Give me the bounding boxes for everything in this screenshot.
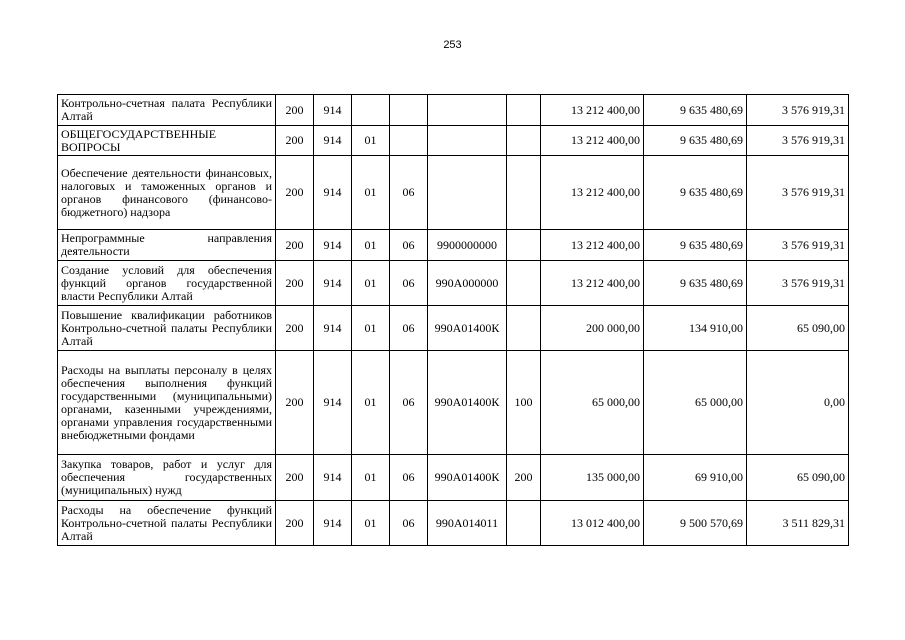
cell-pr: 06 — [390, 306, 428, 351]
cell-pr: 06 — [390, 351, 428, 455]
cell-ved: 914 — [314, 126, 352, 156]
cell-pr: 06 — [390, 230, 428, 261]
cell-vr — [507, 126, 541, 156]
cell-vr — [507, 306, 541, 351]
cell-sum-plan: 13 212 400,00 — [541, 230, 644, 261]
cell-ved: 914 — [314, 455, 352, 501]
cell-sum-rest: 3 576 919,31 — [747, 126, 849, 156]
cell-gr: 200 — [276, 156, 314, 230]
cell-gr: 200 — [276, 261, 314, 306]
cell-pr: 06 — [390, 156, 428, 230]
cell-pr: 06 — [390, 455, 428, 501]
cell-sum-fact: 9 635 480,69 — [644, 261, 747, 306]
cell-gr: 200 — [276, 95, 314, 126]
cell-rz: 01 — [352, 306, 390, 351]
cell-ved: 914 — [314, 230, 352, 261]
cell-ved: 914 — [314, 501, 352, 546]
table-row — [58, 156, 849, 230]
cell-sum-plan: 13 212 400,00 — [541, 126, 644, 156]
cell-gr: 200 — [276, 501, 314, 546]
cell-pr — [390, 126, 428, 156]
cell-sum-rest: 65 090,00 — [747, 306, 849, 351]
cell-csr: 990А000000 — [428, 261, 507, 306]
cell-vr — [507, 501, 541, 546]
cell-rz: 01 — [352, 455, 390, 501]
cell-sum-rest: 65 090,00 — [747, 455, 849, 501]
row-name: Создание условий для обеспечения функций органов государственной власти Республики Алтай — [58, 261, 276, 306]
row-name: Обеспечение деятельности финансовых, налоговых и таможенных органов и органов финансового (финансово-бюджетного) надзора — [58, 156, 276, 230]
cell-csr: 990А01400К — [428, 455, 507, 501]
page-number: 253 — [443, 39, 462, 51]
table-row — [58, 501, 849, 546]
cell-sum-rest: 3 576 919,31 — [747, 95, 849, 126]
cell-sum-fact: 9 635 480,69 — [644, 156, 747, 230]
cell-sum-plan: 13 212 400,00 — [541, 95, 644, 126]
cell-rz: 01 — [352, 230, 390, 261]
cell-ved: 914 — [314, 351, 352, 455]
cell-csr: 990А014011 — [428, 501, 507, 546]
cell-sum-fact: 69 910,00 — [644, 455, 747, 501]
cell-rz: 01 — [352, 261, 390, 306]
table-row — [58, 126, 849, 156]
cell-sum-rest: 3 576 919,31 — [747, 156, 849, 230]
table-row — [58, 95, 849, 126]
table-row — [58, 306, 849, 351]
cell-vr — [507, 156, 541, 230]
cell-sum-plan: 65 000,00 — [541, 351, 644, 455]
cell-sum-plan: 13 212 400,00 — [541, 156, 644, 230]
table-row — [58, 351, 849, 455]
cell-sum-fact: 134 910,00 — [644, 306, 747, 351]
cell-gr: 200 — [276, 306, 314, 351]
cell-rz — [352, 95, 390, 126]
cell-ved: 914 — [314, 261, 352, 306]
cell-vr — [507, 95, 541, 126]
cell-sum-rest: 3 576 919,31 — [747, 261, 849, 306]
row-name: Непрограммные направления деятельности — [58, 230, 276, 261]
cell-csr — [428, 95, 507, 126]
cell-gr: 200 — [276, 126, 314, 156]
cell-csr — [428, 126, 507, 156]
table-row — [58, 455, 849, 501]
cell-pr: 06 — [390, 261, 428, 306]
cell-vr — [507, 261, 541, 306]
row-name: Расходы на выплаты персоналу в целях обеспечения выполнения функций государственными (муниципальными) органами, казенными учреждениями, органами управления государственными внебюджетными фондами — [58, 351, 276, 455]
cell-sum-fact: 9 500 570,69 — [644, 501, 747, 546]
cell-csr — [428, 156, 507, 230]
cell-sum-plan: 200 000,00 — [541, 306, 644, 351]
cell-sum-fact: 9 635 480,69 — [644, 230, 747, 261]
table-row — [58, 261, 849, 306]
cell-sum-rest: 3 511 829,31 — [747, 501, 849, 546]
cell-sum-rest: 0,00 — [747, 351, 849, 455]
cell-csr: 990А01400К — [428, 306, 507, 351]
cell-rz: 01 — [352, 126, 390, 156]
cell-gr: 200 — [276, 351, 314, 455]
budget-table — [57, 94, 849, 546]
cell-vr — [507, 230, 541, 261]
table-row — [58, 230, 849, 261]
cell-sum-fact: 65 000,00 — [644, 351, 747, 455]
row-name: ОБЩЕГОСУДАРСТВЕННЫЕ ВОПРОСЫ — [58, 126, 276, 156]
cell-rz: 01 — [352, 351, 390, 455]
cell-sum-plan: 13 212 400,00 — [541, 261, 644, 306]
cell-gr: 200 — [276, 455, 314, 501]
cell-sum-plan: 135 000,00 — [541, 455, 644, 501]
cell-sum-plan: 13 012 400,00 — [541, 501, 644, 546]
cell-sum-rest: 3 576 919,31 — [747, 230, 849, 261]
cell-csr: 990А01400К — [428, 351, 507, 455]
cell-vr: 200 — [507, 455, 541, 501]
cell-sum-fact: 9 635 480,69 — [644, 126, 747, 156]
row-name: Повышение квалификации работников Контрольно-счетной палаты Республики Алтай — [58, 306, 276, 351]
cell-ved: 914 — [314, 156, 352, 230]
cell-ved: 914 — [314, 95, 352, 126]
cell-vr: 100 — [507, 351, 541, 455]
row-name: Закупка товаров, работ и услуг для обеспечения государственных (муниципальных) нужд — [58, 455, 276, 501]
cell-rz: 01 — [352, 501, 390, 546]
cell-rz: 01 — [352, 156, 390, 230]
cell-sum-fact: 9 635 480,69 — [644, 95, 747, 126]
cell-pr — [390, 95, 428, 126]
cell-csr: 9900000000 — [428, 230, 507, 261]
row-name: Контрольно-счетная палата Республики Алтай — [58, 95, 276, 126]
cell-ved: 914 — [314, 306, 352, 351]
row-name: Расходы на обеспечение функций Контрольно-счетной палаты Республики Алтай — [58, 501, 276, 546]
cell-gr: 200 — [276, 230, 314, 261]
cell-pr: 06 — [390, 501, 428, 546]
